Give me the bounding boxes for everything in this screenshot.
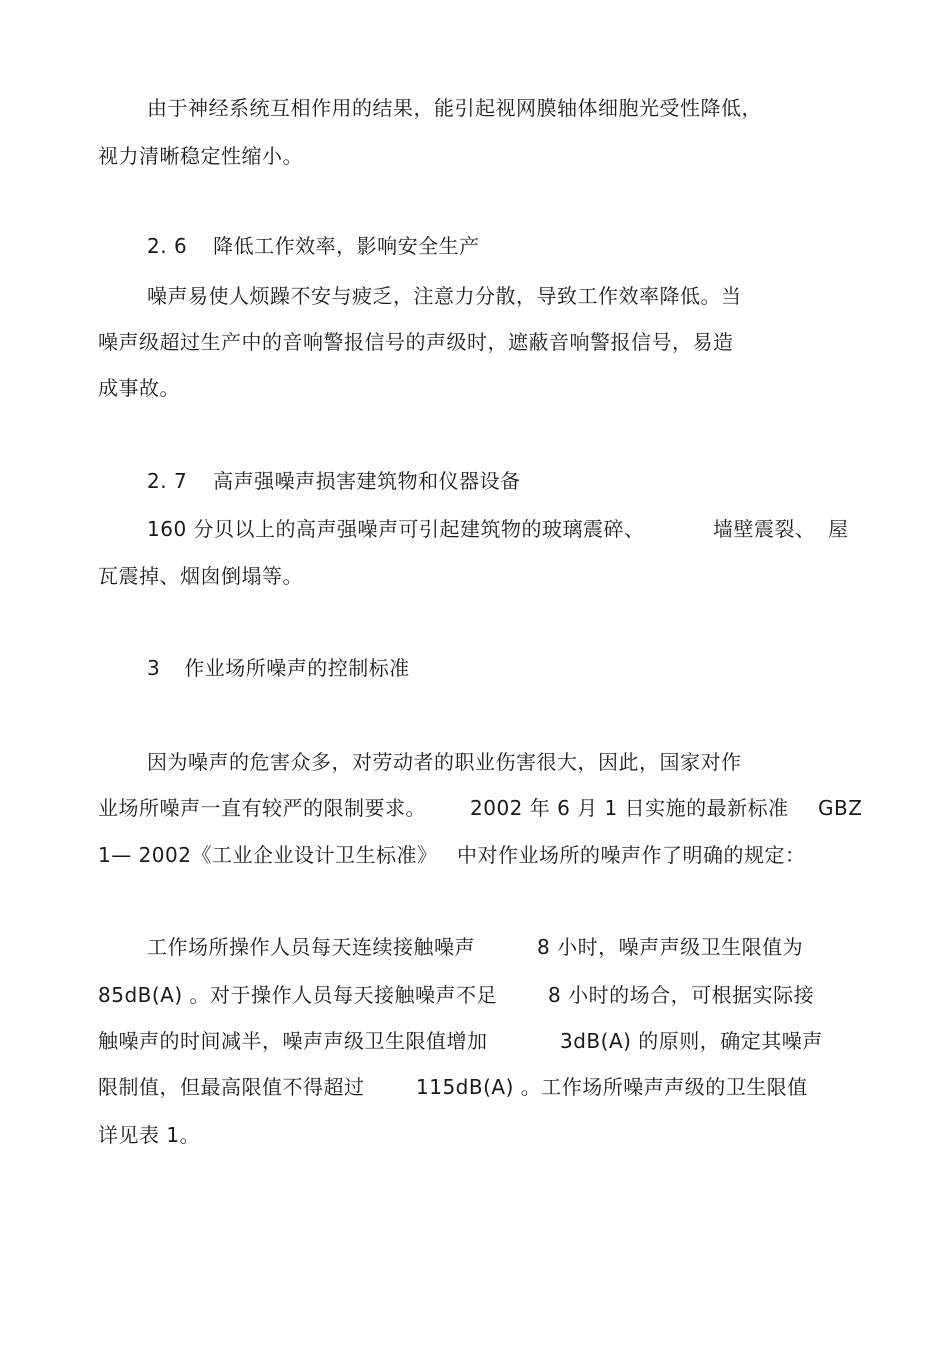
paragraph-line: 业场所噪声一直有较严的限制要求。	[98, 796, 426, 820]
paragraph-line: 85dB(A) 。对于操作人员每天接触噪声不足	[98, 983, 498, 1007]
paragraph-line: 详见表 1。	[98, 1123, 201, 1147]
paragraph-line: 触噪声的时间减半，噪声声级卫生限值增加	[98, 1029, 488, 1053]
paragraph-line-fragment: 8 小时的场合，可根据实际接	[548, 983, 815, 1007]
paragraph-line: 因为噪声的危害众多，对劳动者的职业伤害很大，因此，国家对作	[147, 750, 742, 774]
paragraph-line-fragment: 屋	[828, 517, 849, 541]
paragraph-line: 瓦震掉、烟囱倒塌等。	[98, 564, 303, 588]
paragraph-line-fragment: 3dB(A) 的原则，确定其噪声	[560, 1029, 823, 1053]
paragraph-line-fragment: 2002 年 6 月 1 日实施的最新标准	[470, 796, 789, 820]
section-number: 2. 7	[147, 469, 188, 493]
paragraph-line: 成事故。	[98, 376, 180, 400]
paragraph-line-fragment: 墙壁震裂、	[713, 517, 816, 541]
paragraph-line: 视力清晰稳定性缩小。	[98, 144, 303, 168]
section-title: 高声强噪声损害建筑物和仪器设备	[213, 469, 521, 493]
paragraph-line: 由于神经系统互相作用的结果，能引起视网膜轴体细胞光受性降低，	[147, 96, 762, 120]
paragraph-line: 噪声易使人烦躁不安与疲乏，注意力分散，导致工作效率降低。当	[147, 284, 742, 308]
section-heading-2-6	[147, 234, 480, 258]
section-title: 降低工作效率，影响安全生产	[213, 234, 480, 258]
paragraph-line: 160 分贝以上的高声强噪声可引起建筑物的玻璃震碎、	[147, 517, 645, 541]
paragraph-line: 工作场所操作人员每天连续接触噪声	[147, 935, 475, 959]
section-heading-3	[147, 656, 410, 680]
section-title: 作业场所噪声的控制标准	[184, 656, 410, 680]
section-number: 3	[147, 656, 161, 680]
paragraph-line: 1— 2002《工业企业设计卫生标准》	[98, 843, 438, 867]
paragraph-line: 噪声级超过生产中的音响警报信号的声级时，遮蔽音响警报信号，易造	[98, 330, 734, 354]
section-heading-2-7	[147, 469, 521, 493]
paragraph-line-fragment: 115dB(A) 。工作场所噪声声级的卫生限值	[416, 1075, 808, 1099]
paragraph-line-fragment: GBZ	[818, 796, 863, 820]
section-number: 2. 6	[147, 234, 188, 258]
paragraph-line-fragment: 中对作业场所的噪声作了明确的规定：	[457, 843, 806, 867]
paragraph-line: 限制值，但最高限值不得超过	[98, 1075, 365, 1099]
paragraph-line-fragment: 8 小时，噪声声级卫生限值为	[537, 935, 804, 959]
